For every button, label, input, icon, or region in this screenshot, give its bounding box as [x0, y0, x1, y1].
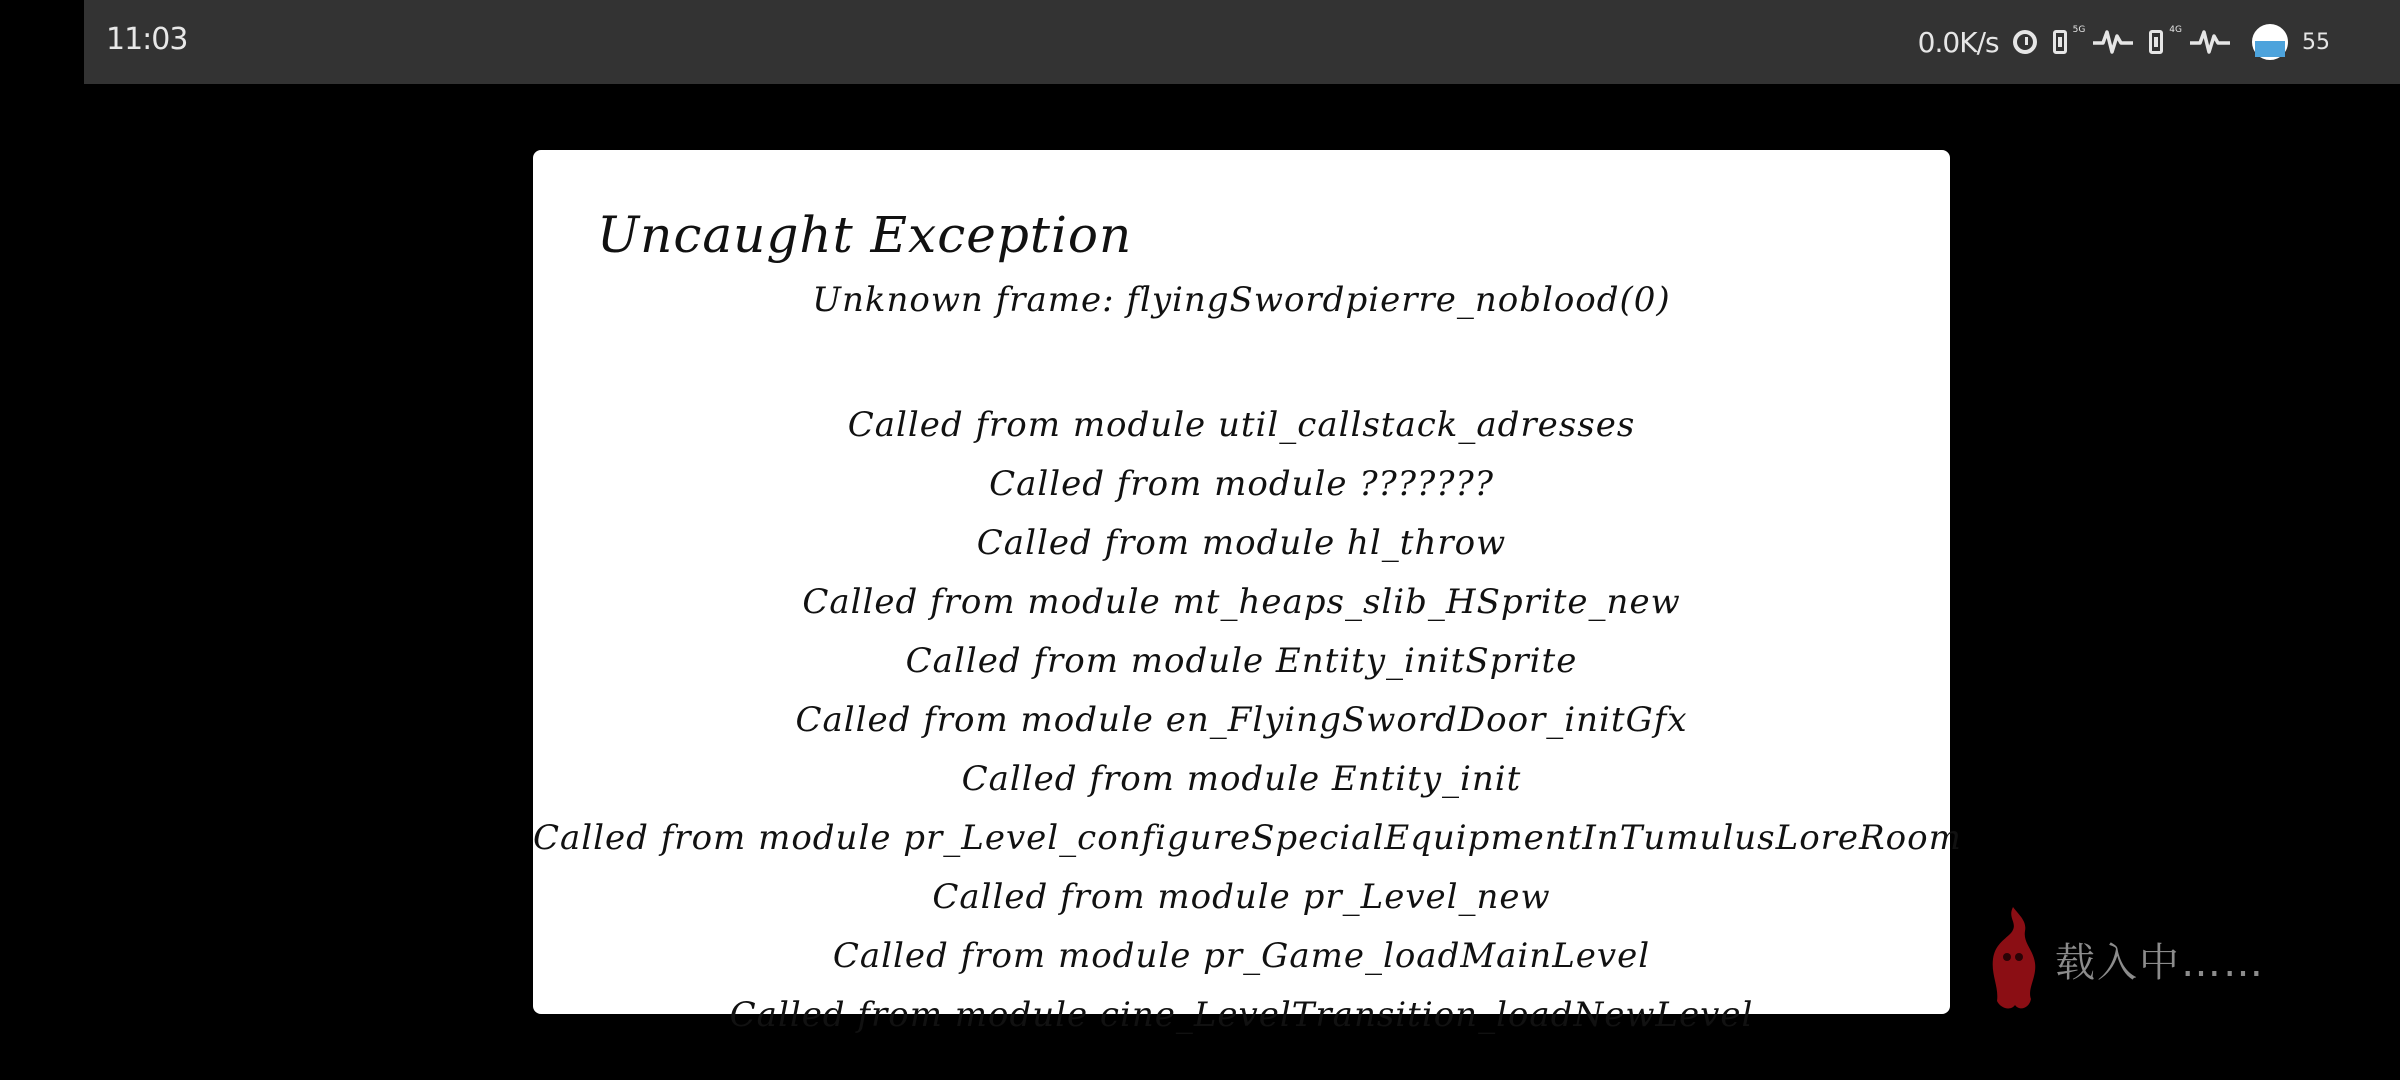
sim1-network-tag: 5G — [2072, 25, 2086, 35]
call-stack — [533, 396, 1962, 1045]
call-stack-line: Called from module Entity_init — [961, 759, 1522, 799]
sim-icon — [2053, 30, 2067, 54]
call-stack-line: Called from module mt_heaps_slib_HSprite_new — [802, 582, 1681, 622]
call-stack-line: Called from module pr_Level_configureSpecialEquipmentInTumulusLoreRoom — [533, 818, 1962, 858]
alarm-icon — [2013, 30, 2037, 54]
status-bar — [84, 0, 2400, 84]
battery-fill — [2255, 41, 2285, 58]
exception-title: Uncaught Exception — [597, 206, 1133, 264]
battery-level: 55 — [2302, 29, 2330, 55]
call-stack-line: Called from module ??????? — [989, 464, 1494, 504]
signal-pulse-icon — [2093, 28, 2133, 56]
loading-text: 载入中…… — [2055, 939, 2265, 986]
loading-indicator — [1985, 905, 2265, 1013]
call-stack-line: Called from module pr_Game_loadMainLevel — [832, 936, 1651, 976]
call-stack-line: Called from module pr_Level_new — [932, 877, 1551, 917]
flame-head-icon — [1985, 905, 2041, 1013]
exception-panel — [533, 150, 1962, 1035]
signal-pulse-icon — [2190, 28, 2230, 56]
network-speed: 0.0K/s — [1917, 25, 1999, 59]
sim-icon — [2149, 30, 2163, 54]
call-stack-line: Called from module en_FlyingSwordDoor_initGfx — [795, 700, 1688, 740]
sim2-network-tag: 4G — [2169, 25, 2182, 35]
call-stack-line: Called from module cine_LevelTransition_loadNewLevel — [729, 995, 1754, 1035]
call-stack-line: Called from module util_callstack_adresses — [847, 405, 1636, 445]
status-time: 11:03 — [106, 22, 188, 57]
call-stack-line: Called from module hl_throw — [976, 523, 1507, 563]
call-stack-line: Called from module Entity_initSprite — [905, 641, 1578, 681]
status-icons — [1918, 18, 2330, 66]
battery-icon — [2252, 24, 2288, 60]
exception-body — [533, 278, 1962, 1045]
exception-message: Unknown frame: flyingSwordpierre_noblood(0) — [812, 280, 1671, 320]
